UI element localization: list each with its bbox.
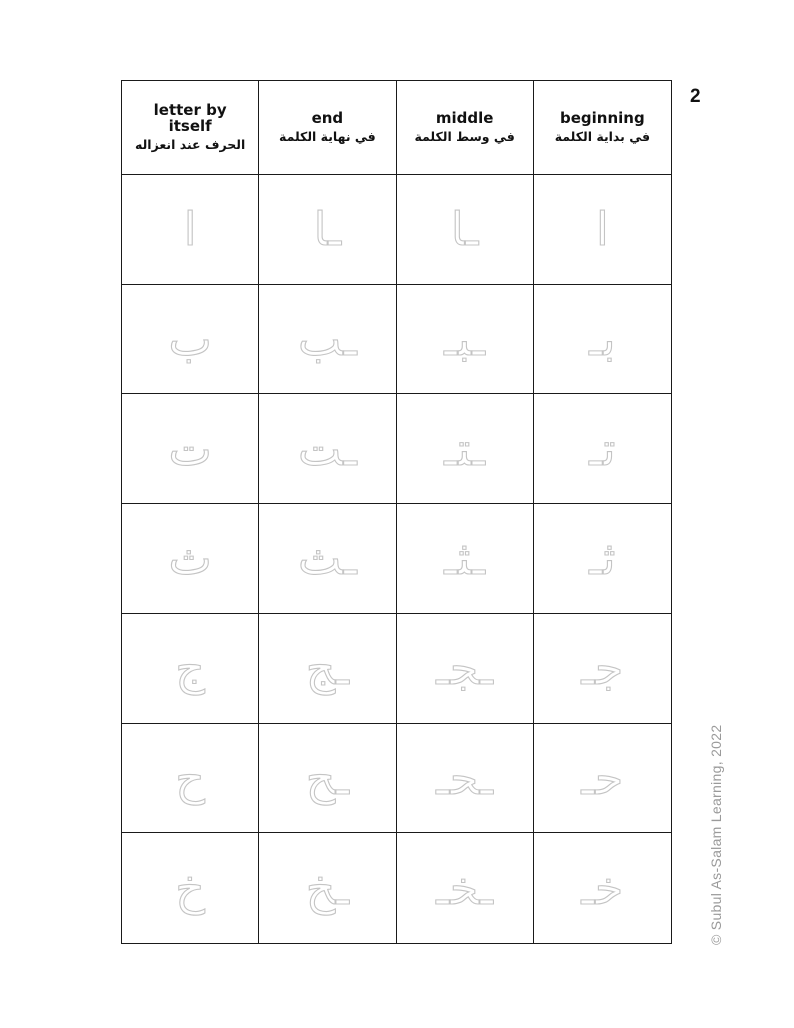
header-cell-end <box>259 81 396 175</box>
letter-tracing-table <box>121 80 672 944</box>
traceable-letter: حـ <box>581 750 624 805</box>
trace-cell <box>122 394 259 504</box>
traceable-letter: ـا <box>450 202 479 257</box>
trace-cell <box>259 724 396 834</box>
header-cell-middle <box>397 81 534 175</box>
traceable-letter: ـتـ <box>444 421 486 476</box>
trace-cell <box>259 614 396 724</box>
traceable-letter: ح <box>175 750 205 805</box>
trace-cell <box>397 394 534 504</box>
trace-cell <box>397 175 534 285</box>
trace-cell <box>122 285 259 395</box>
trace-cell <box>534 724 671 834</box>
header-ar-label: الحرف عند انعزاله <box>135 137 246 152</box>
traceable-letter: ـث <box>298 531 357 586</box>
traceable-letter: بـ <box>589 312 616 367</box>
trace-cell <box>259 175 396 285</box>
traceable-letter: ا <box>183 202 197 257</box>
traceable-letter: تـ <box>589 421 616 476</box>
header-ar-label: في نهاية الكلمة <box>278 129 376 144</box>
trace-cell <box>397 724 534 834</box>
copyright-notice: © Subul As-Salam Learning, 2022 <box>708 724 724 945</box>
traceable-letter: ت <box>168 421 212 476</box>
trace-cell <box>259 833 396 943</box>
trace-cell <box>397 833 534 943</box>
trace-cell <box>122 504 259 614</box>
traceable-letter: ـثـ <box>444 531 486 586</box>
trace-cell <box>534 614 671 724</box>
header-ar-label: في وسط الكلمة <box>414 129 515 144</box>
trace-cell <box>534 285 671 395</box>
traceable-letter: ج <box>175 641 205 696</box>
traceable-letter: ا <box>595 202 609 257</box>
traceable-letter: ـخ <box>305 861 349 916</box>
traceable-letter: خ <box>175 861 205 916</box>
trace-cell <box>122 724 259 834</box>
trace-cell <box>259 504 396 614</box>
trace-cell <box>397 504 534 614</box>
page-number: 2 <box>690 86 701 107</box>
traceable-letter: ـبـ <box>444 312 486 367</box>
traceable-letter: ـت <box>298 421 357 476</box>
traceable-letter: ـج <box>305 641 349 696</box>
header-cell-letter-by-itself <box>122 81 259 175</box>
traceable-letter: جـ <box>581 641 624 696</box>
traceable-letter: ـحـ <box>436 750 493 805</box>
traceable-letter: ـجـ <box>436 641 493 696</box>
trace-cell <box>122 175 259 285</box>
traceable-letter: ثـ <box>589 531 616 586</box>
traceable-letter: خـ <box>581 861 624 916</box>
header-en-label: middle <box>435 109 494 127</box>
trace-cell <box>122 833 259 943</box>
trace-cell <box>259 285 396 395</box>
trace-cell <box>397 614 534 724</box>
header-en-label: end <box>311 109 344 127</box>
traceable-letter: ث <box>168 531 212 586</box>
trace-cell <box>534 394 671 504</box>
trace-cell <box>534 504 671 614</box>
header-cell-beginning <box>534 81 671 175</box>
traceable-letter: ـخـ <box>436 861 493 916</box>
trace-cell <box>534 175 671 285</box>
trace-cell <box>534 833 671 943</box>
traceable-letter: ـح <box>305 750 349 805</box>
trace-cell <box>397 285 534 395</box>
header-en-label: letter by itself <box>153 101 227 135</box>
traceable-letter: ب <box>168 312 212 367</box>
traceable-letter: ـب <box>298 312 357 367</box>
trace-cell <box>122 614 259 724</box>
traceable-letter: ـا <box>313 202 342 257</box>
header-ar-label: في بداية الكلمة <box>554 129 651 144</box>
header-en-label: beginning <box>560 109 645 127</box>
trace-cell <box>259 394 396 504</box>
